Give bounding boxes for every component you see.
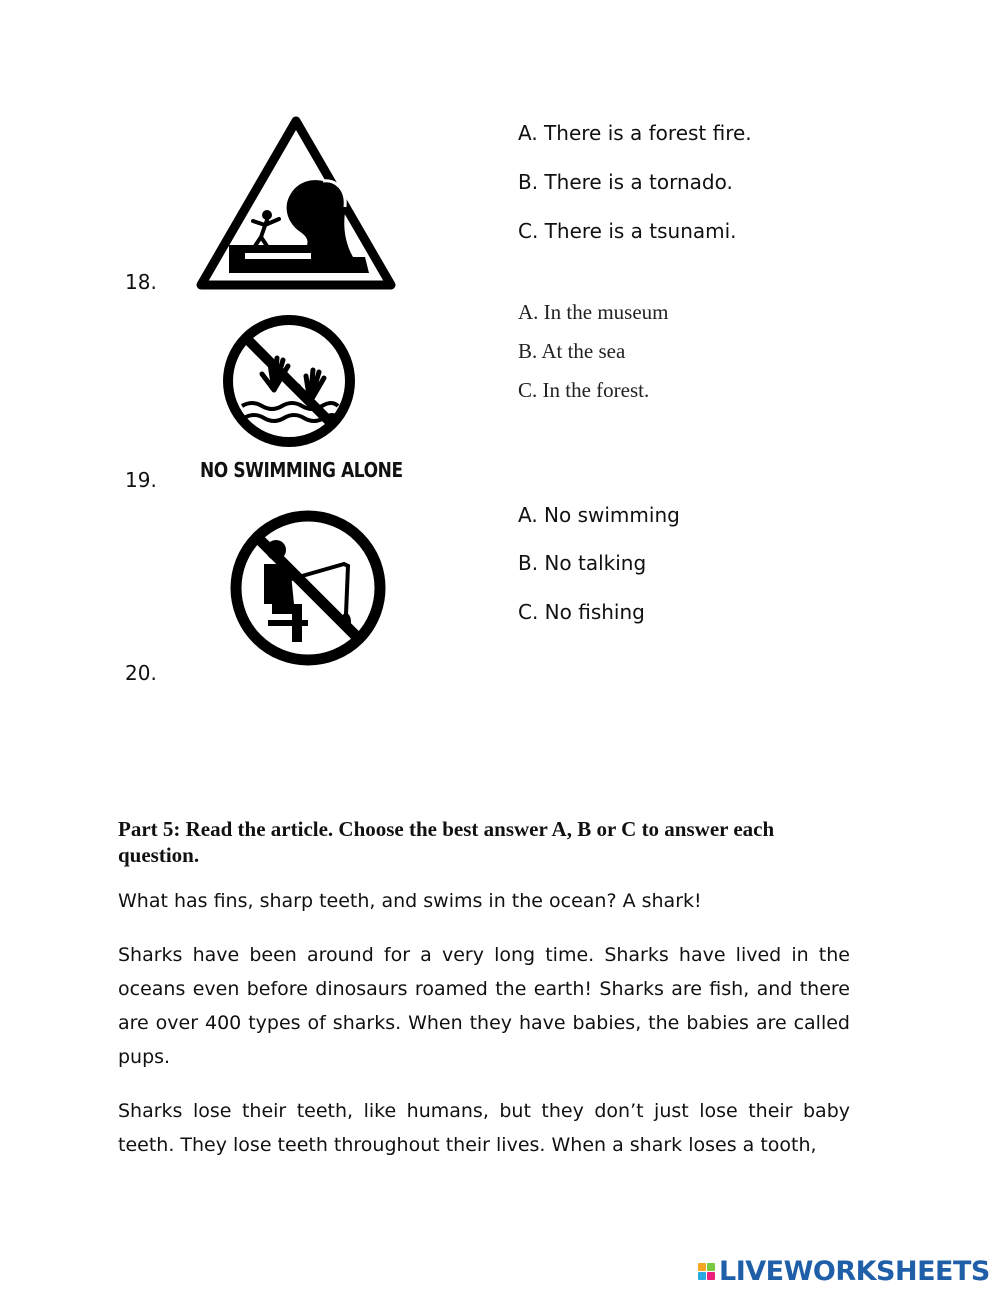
question-19-option-b[interactable]: B. At the sea [518,339,626,363]
question-20-option-c[interactable]: C. No fishing [518,600,645,624]
question-number-18: 18. [125,270,157,294]
liveworksheets-logo [698,1256,990,1287]
question-19-option-a[interactable]: A. In the museum [518,300,669,324]
article-paragraph-3: Sharks lose their teeth, like humans, but they don’t just lose their baby teeth. They lose teeth throughout their lives. When a shark loses a tooth, [118,1100,850,1156]
no-swimming-alone-sign-icon [222,314,356,448]
question-18-option-b[interactable]: B. There is a tornado. [518,170,733,194]
part-5-title: Part 5: Read the article. Choose the best answer A, B or C to answer each question. [118,817,775,867]
question-number-20: 20. [125,661,157,685]
tsunami-warning-sign-icon [195,115,397,291]
logo-grid-icon [698,1263,715,1280]
article-paragraph-1: What has fins, sharp teeth, and swims in the ocean? A shark! [118,890,702,912]
question-number-19: 19. [125,468,157,492]
question-19-option-c[interactable]: C. In the forest. [518,378,650,402]
question-18-option-a[interactable]: A. There is a forest fire. [518,121,752,145]
question-18-option-c[interactable]: C. There is a tsunami. [518,219,737,243]
question-20-option-b[interactable]: B. No talking [518,551,647,575]
question-20-option-a[interactable]: A. No swimming [518,503,680,527]
logo-text: LIVEWORKSHEETS [719,1256,990,1287]
article-paragraph-2: Sharks have been around for a very long time. Sharks have lived in the oceans even before dinosaurs roamed the earth! Sharks are fish, and there are over 400 types of sharks. When they have babies, the babies are called pups. [118,944,850,1068]
no-fishing-sign-icon [228,508,388,668]
sign-caption: NO SWIMMING ALONE [200,458,403,482]
